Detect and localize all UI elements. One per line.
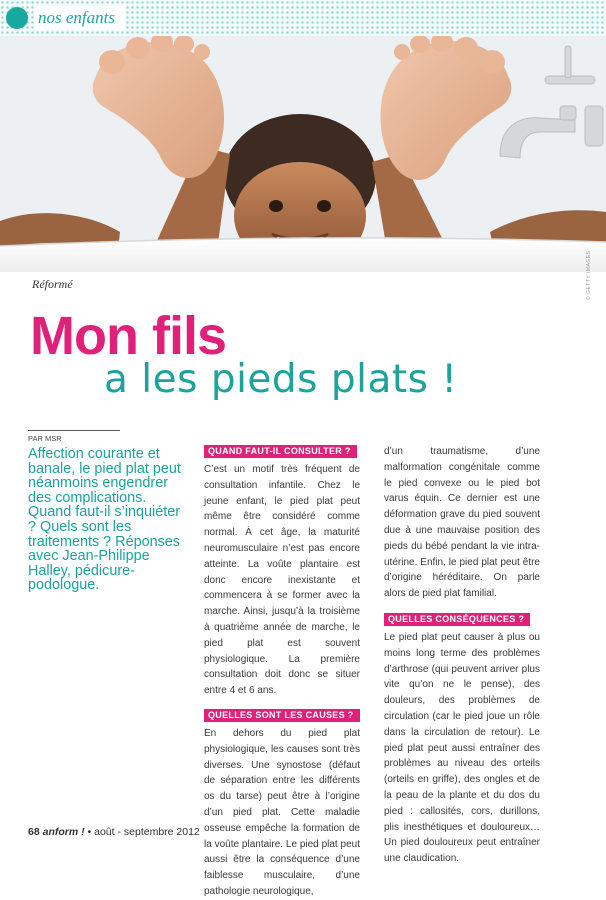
subheading-causes: QUELLES SONT LES CAUSES ? xyxy=(204,709,360,722)
headline-line-2: a les pieds plats ! xyxy=(104,357,458,402)
magazine-name: anform ! xyxy=(42,826,85,838)
headline-line-1: Mon fils xyxy=(30,306,226,366)
child-feet-photo xyxy=(0,36,606,272)
subheading-when-consult: QUAND FAUT-IL CONSULTER ? xyxy=(204,445,357,458)
section-label: nos enfants xyxy=(34,6,125,30)
hero-photo xyxy=(0,36,606,272)
subheading-consequences: QUELLES CONSÉQUENCES ? xyxy=(384,613,530,626)
section-header-band xyxy=(0,0,606,36)
page-footer xyxy=(28,826,200,838)
byline: PAR MSR xyxy=(28,434,62,443)
page-number: 68 xyxy=(28,826,40,838)
issue-date: • août - septembre 2012 xyxy=(87,826,200,838)
section-dot-icon xyxy=(6,7,28,29)
article-tag: Réformé xyxy=(28,276,90,292)
byline-divider xyxy=(28,430,120,431)
paragraph-causes: En dehors du pied plat physiologique, les causes sont très diverses. Une synostose (défaut de séparation entre les différents os du tarse) peut être à l’origine d’un pied plat. Cette maladie osseuse empêche la formation de la voûte plantaire. Le pied plat peut aussi être la conséquence d’une faiblesse musculaire, d’une pathologie neurologique, xyxy=(204,727,360,897)
paragraph-causes-continued: d’un traumatisme, d’une malformation congénitale comme le pied convexe ou le pied bot varus équin. Ce dernier est une déformation grave du pied souvent due à une mauvaise position des pieds du bébé pendant la vie intra-utérine. Enfin, le pied plat peut être d’origine héréditaire. On parle alors de pied plat familial. xyxy=(384,446,540,600)
photo-credit: © GETTY IMAGES xyxy=(586,250,592,300)
paragraph-consequences: Le pied plat peut causer à plus ou moins long terme des problèmes d’arthrose (qui peuvent arriver plus vite qu’on ne le pense), des douleurs, des problèmes de circulation (car le pied joue un rôle dans la circulation de retour). Le pied plat peut aussi entraîner des problèmes au niveau des orteils (orteils en griffe), des ongles et de la peau de la plante et du dos du pied : callosités, cors, durillons, plis inesthétiques et douloureux… Un pied douloureux peut entraîner une claudication. xyxy=(384,631,540,865)
article-column-1 xyxy=(204,444,360,900)
lead-paragraph: Affection courante et banale, le pied plat peut néanmoins engendrer des complications. Quand faut-il s’inquiéter ? Quels sont les traitements ? Réponses avec Jean-Philippe Halley, pédicure-podologue. xyxy=(28,446,181,594)
paragraph-when-consult: C’est un motif très fréquent de consultation infantile. Chez le jeune enfant, le pied plat peut même être considéré comme normal. À cet âge, la maturité neuromusculaire n’est pas encore atteinte. La voûte plantaire est donc encore inexistante et commencera à se former avec la marche. Ainsi, jusqu’à la troisième à quatrième année de marche, le pied plat est souvent physiologique. La première consultation doit donc se situer entre 4 et 6 ans. xyxy=(204,464,360,697)
article-column-2 xyxy=(384,444,540,867)
